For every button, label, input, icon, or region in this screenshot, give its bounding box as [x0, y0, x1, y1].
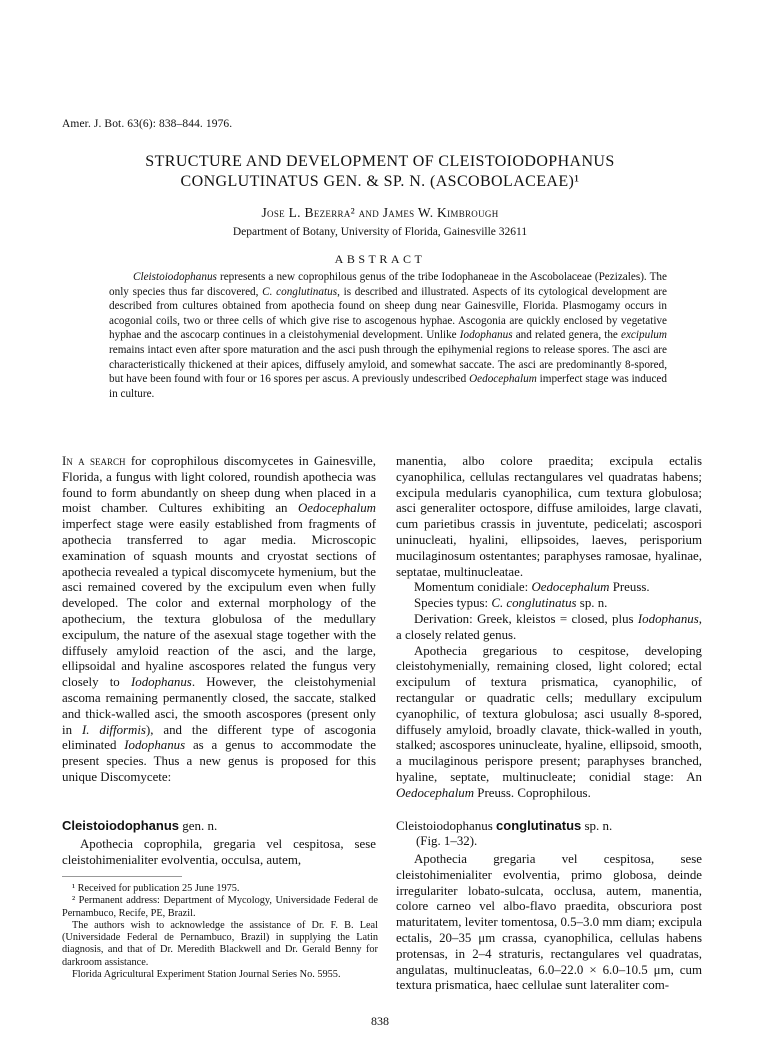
species-heading [396, 818, 612, 834]
article-title-line-2: CONGLUTINATUS GEN. & SP. N. (ASCOBOLACEAE)¹ [180, 173, 580, 190]
species-description: Apothecia gregaria vel cespitosa, sese cleistohimenialiter evolventia, primo globosa, deinde irregulariter lobato-sulcata, occlusa, autem, manentia, colore carneo vel albo-flavo praedita, obscuriora post maturitatem, leviter tomentosa, 0.5–3.0 mm diam; excipula ectalis, 20–35 μm crassa, cyanophilica, cellulas habens protensas, in 2–4 straturis, rectangulares vel quadratas, angulatas, multinucleatas, 6.0–22.0 × 6.0–10.5 μm, cum textura prismatica, haec cellulae sunt lateraliter com- [396, 852, 702, 993]
typus-species: C. conglutinatus [491, 596, 577, 611]
abstract-body [109, 270, 667, 401]
abstract-text: imperfect stage was induced in culture. [109, 373, 667, 400]
article-title-line-1: STRUCTURE AND DEVELOPMENT OF CLEISTOIODOPHANUS [145, 153, 615, 170]
abstract-heading: ABSTRACT [334, 252, 426, 266]
page-number: 838 [371, 1014, 389, 1028]
genus-heading [62, 818, 217, 834]
abstract-term: excipulum [621, 329, 667, 342]
intro-genus-ref: Oedocephalum [297, 501, 376, 516]
genus-suffix: gen. n. [179, 818, 218, 833]
intro-species-ref: I. difformis [81, 722, 146, 737]
intro-text: ), and the different type of ascogonia eliminated [62, 722, 376, 753]
abstract-text: remains intact even after spore maturation and the asci push through the epihymenial regions to release spores. The asci are characteristically thickened at their apices, diffusely amyloid, and somewhat saccate. The asci are predominantly 8-spored, but have been found with four or 16 spores per ascus. A previously undescribed [109, 343, 667, 386]
affiliation: Department of Botany, University of Florida, Gainesville 32611 [232, 226, 528, 238]
species-suffix: sp. n. [581, 818, 613, 833]
english-text: Apothecia gregarious to cespitose, developing cleistohymenially, remaining closed, light colored; ectal excipulum of textura prismatica, cyanophilic, of rectangular or quadratic cells; medullary excipulum cyanophilic, of textura globulosa; asci usually 8-spored, diffusely amyloid, broadly clavate, thick-walled in youth, stalked; ascospores uninucleate, hyaline, ellipsoid, smooth, a mucilaginous perispore present; paraphyses branched, hyaline, septate, multinucleate; conidial stage: An [396, 643, 702, 784]
latin-diagnosis-continued: manentia, albo colore praedita; excipula ectalis cyanophilica, cellulas rectangulares vel quadratas habens; excipula medularis cyanophilica, cum textura globulosa; asci generaliter octospore, diffuse amiloides, large clavati, cum parietibus crassis in juventute, pedicelati; ascospori uninucleati, hyalini, ellipsoides, laeves, perisporium mucilaginosum ostentantes; paraphyses ramosae, hyalinae, septatae, multinucleatae. [396, 454, 702, 579]
species-epithet: conglutinatus [496, 818, 582, 833]
footnote-2: ² Permanent address: Department of Mycology, Universidade Federal de Pernambuco, Recife, PE, Brazil. [62, 895, 378, 919]
derivation-text: , a closely related genus. [396, 611, 702, 642]
species-genus: Cleistoiodophanus [396, 818, 497, 833]
intro-lead-in: In a search [62, 454, 126, 468]
typus-suffix: sp. n. [576, 596, 608, 611]
momentum-label: Momentum conidiale: [414, 580, 532, 595]
intro-genus-ref: Iodophanus [130, 675, 192, 690]
footnote-divider [62, 876, 182, 877]
momentum-line [396, 580, 702, 596]
abstract-text: and related genera, the [512, 329, 621, 342]
abstract-text: represents a new coprophilous genus of the tribe Iodophaneae in the Ascobolaceae (Pezizales). The only species thus far discovered, [109, 271, 667, 298]
journal-citation: Amer. J. Bot. 63(6): 838–844. 1976. [62, 118, 233, 130]
authors: Jose L. Bezerra² and James W. Kimbrough [261, 205, 499, 220]
species-typus-line [396, 596, 702, 612]
intro-text: as a genus to accommodate the present species. Thus a new genus is proposed for this unique Discomycete: [62, 738, 376, 784]
derivation-text: Derivation: Greek, kleistos = closed, plus [414, 611, 638, 626]
momentum-author: Preuss. [609, 580, 650, 595]
abstract-genus-name: Cleistoiodophanus [133, 271, 217, 283]
english-description [396, 644, 702, 802]
genus-name: Cleistoiodophanus [62, 818, 179, 833]
footnote-journal-series: Florida Agricultural Experiment Station Journal Series No. 5955. [72, 969, 341, 981]
left-column-intro [62, 454, 376, 786]
footnote-1: ¹ Received for publication 25 June 1975. [72, 883, 240, 894]
intro-genus-ref: Iodophanus [124, 738, 186, 753]
intro-text: imperfect stage were easily established from fragments of apothecia transferred to agar media. Microscopic examination of squash mounts and cryostat sections of apothecia revealed a typical discomycete hymenium, but the asci remained covered by the excipulum even when fully developed. The color and external morphology of the apothecium, the textura globulosa of the medullary excipulum, the nature of the asexual stage together with the diffusely amyloid reaction of the asci, and the large, ellipsoidal and hyaline ascospores related the fungus very closely to [62, 517, 376, 690]
genus-description: Apothecia coprophila, gregaria vel cespitosa, sese cleistohimenialiter evolventia, occulsa, autem, [62, 837, 376, 867]
species-figure-ref: (Fig. 1–32). [416, 834, 478, 848]
intro-text: . However, the cleistohymenial ascoma remaining permanently closed, the saccate, stalked and thick-walled asci, the smooth ascospores (present only in [62, 675, 376, 737]
abstract-text: , is described and illustrated. Aspects of its cytological development are described from cultures obtained from apothecia found on sheep dung near Gainesville, Florida. Plasmogamy occurs in acogonial coils, two or three cells of which give rise to ascogenous hyphae. Ascogonia are quickly enclosed by vegetative hyphae and the ascocarp continues in a cleistohymenial development. Unlike [109, 285, 667, 342]
english-genus-ref: Oedocephalum [396, 785, 475, 800]
derivation-genus: Iodophanus [637, 611, 699, 626]
derivation-line [396, 612, 702, 644]
abstract-genus-ref: Iodophanus [459, 329, 513, 342]
footnotes [62, 883, 378, 981]
footnote-acknowledgment: The authors wish to acknowledge the assistance of Dr. F. B. Leal (Universidade Federal de Pernambuco, Brazil) in supplying the Latin diagnosis, and that of Dr. Meredith Blackwell and Dr. Gerald Benny for darkroom assistance. [62, 919, 378, 968]
typus-label: Species typus: [414, 596, 492, 611]
abstract-genus-ref: Oedocephalum [469, 373, 537, 386]
intro-text: for coprophilous discomycetes in Gainesville, Florida, a fungus with light colored, roundish apothecia was found to form abundantly on sheep dung when placed in a moist chamber. Cultures exhibiting an [62, 454, 376, 516]
english-text: Preuss. Coprophilous. [474, 785, 591, 800]
momentum-genus: Oedocephalum [531, 580, 610, 595]
right-column-text [396, 454, 702, 802]
abstract-species-name: C. conglutinatus [262, 285, 338, 298]
